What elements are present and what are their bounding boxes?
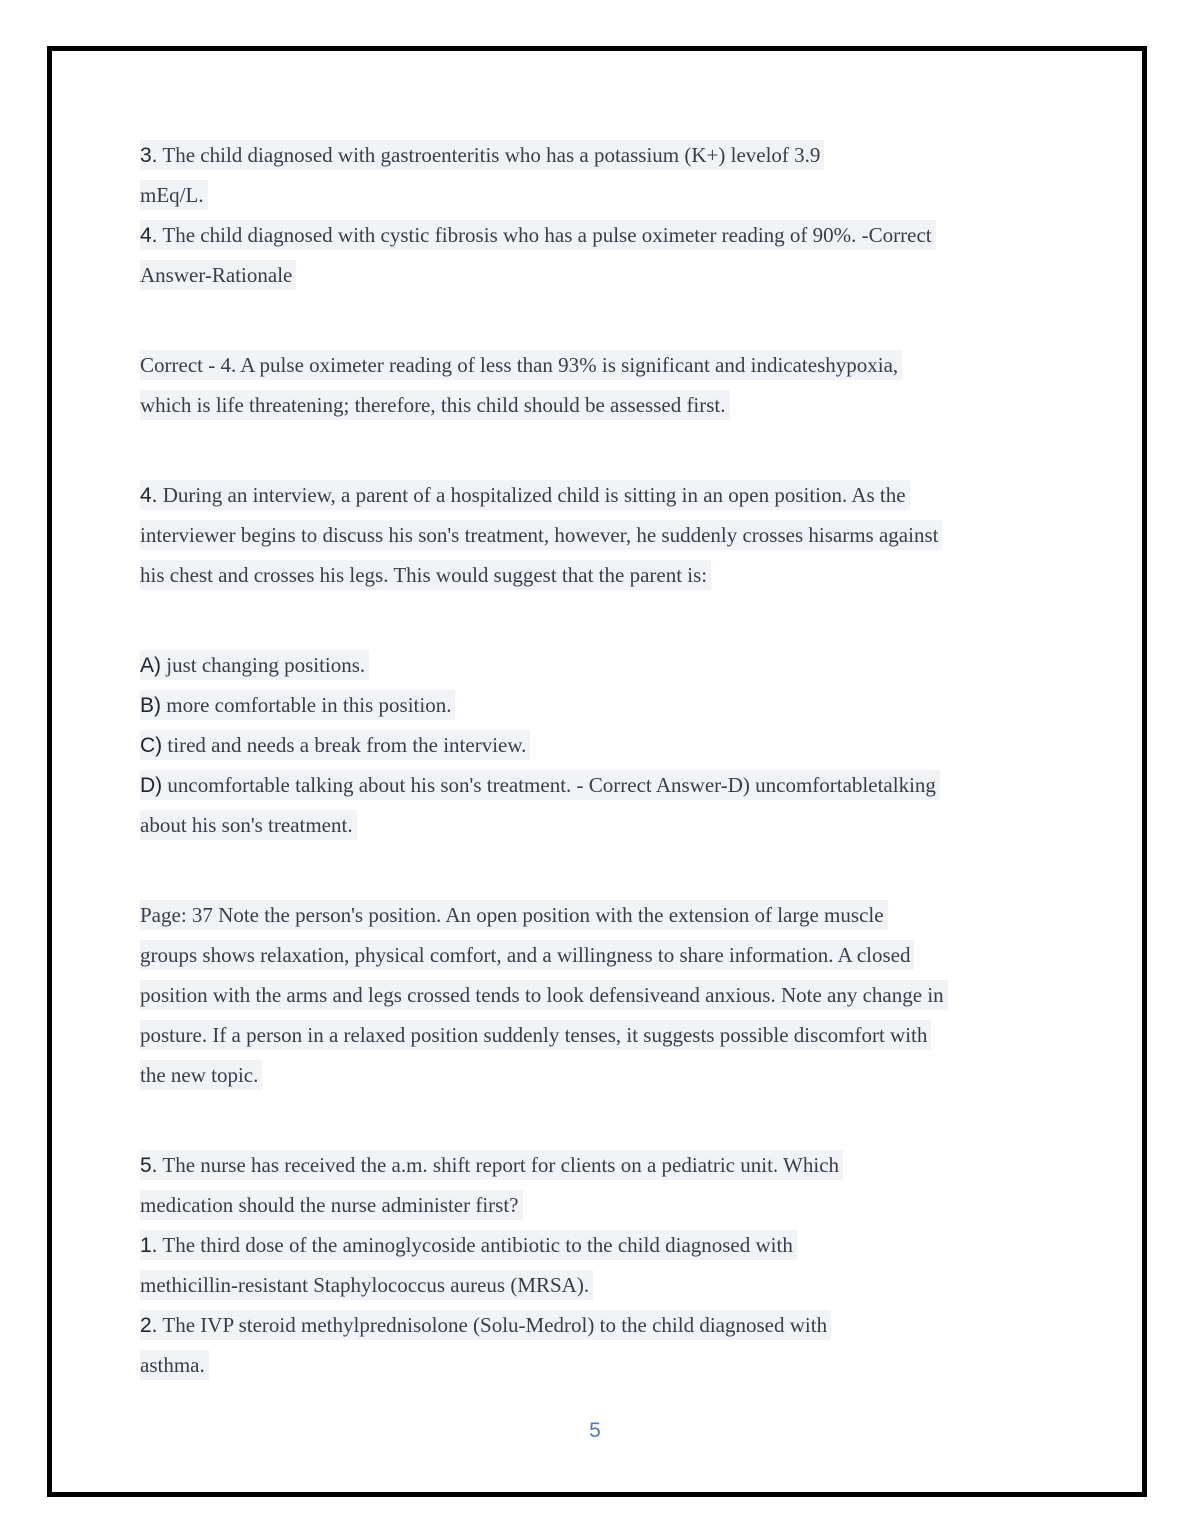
paragraph-gap xyxy=(140,595,1040,645)
option-d-text: uncomfortable talking about his son's treatment. - Correct Answer-D) uncomfortabletalking xyxy=(162,773,936,797)
rationale-2-text-4: posture. If a person in a relaxed position suddenly tenses, it suggests possible discomfort with xyxy=(140,1020,931,1050)
question-5-marker: 5. xyxy=(140,1154,158,1177)
question-5-choice-2-line-2 xyxy=(140,1345,1040,1385)
question-5-choice-1-marker: 1. xyxy=(140,1234,158,1257)
rationale-2-text-2: groups shows relaxation, physical comfort, and a willingness to share information. A closed xyxy=(140,940,914,970)
page-number: 5 xyxy=(589,1419,601,1442)
rationale-2-line-5 xyxy=(140,1055,1040,1095)
paragraph-gap xyxy=(140,295,1040,345)
option-c xyxy=(140,725,1040,765)
question-5-choice-1-continuation: methicillin-resistant Staphylococcus aureus (MRSA). xyxy=(140,1270,593,1300)
rationale-2-line-1 xyxy=(140,895,1040,935)
rationale-1-text-1: Correct - 4. A pulse oximeter reading of less than 93% is significant and indicateshypoxia, xyxy=(140,350,902,380)
option-d-continuation: about his son's treatment. xyxy=(140,810,357,840)
paragraph-gap xyxy=(140,425,1040,475)
question-5-line-1 xyxy=(140,1145,1040,1185)
rationale-2-text-3: position with the arms and legs crossed tends to look defensiveand anxious. Note any change in xyxy=(140,980,948,1010)
question-4-text-1: During an interview, a parent of a hospitalized child is sitting in an open position. As the xyxy=(157,483,906,507)
option-c-marker: C) xyxy=(140,734,163,757)
answer-choice-3-text: The child diagnosed with gastroenteritis who has a potassium (K+) levelof 3.9 xyxy=(157,143,821,167)
paragraph-gap xyxy=(140,1095,1040,1145)
answer-choice-4-line-1 xyxy=(140,215,1040,255)
question-5-line-2 xyxy=(140,1185,1040,1225)
option-a-marker: A) xyxy=(140,654,161,677)
answer-choice-4-text: The child diagnosed with cystic fibrosis who has a pulse oximeter reading of 90%. -Correct xyxy=(157,223,932,247)
question-5-choice-1-text: The third dose of the aminoglycoside antibiotic to the child diagnosed with xyxy=(157,1233,793,1257)
option-c-text: tired and needs a break from the interview. xyxy=(162,733,527,757)
question-4-line-2 xyxy=(140,515,1040,555)
question-5-choice-2-marker: 2. xyxy=(140,1314,158,1337)
question-4-line-1 xyxy=(140,475,1040,515)
question-5-text-2: medication should the nurse administer first? xyxy=(140,1190,523,1220)
rationale-2-line-2 xyxy=(140,935,1040,975)
question-4-marker: 4. xyxy=(140,484,158,507)
question-5-choice-1-line-1 xyxy=(140,1225,1040,1265)
question-5-choice-2-continuation: asthma. xyxy=(140,1350,209,1380)
question-5-choice-2-text: The IVP steroid methylprednisolone (Solu-Medrol) to the child diagnosed with xyxy=(157,1313,828,1337)
question-5-text-1: The nurse has received the a.m. shift report for clients on a pediatric unit. Which xyxy=(157,1153,840,1177)
option-d xyxy=(140,765,1040,805)
option-b xyxy=(140,685,1040,725)
option-a xyxy=(140,645,1040,685)
rationale-2-line-3 xyxy=(140,975,1040,1015)
rationale-1-line-2 xyxy=(140,385,1040,425)
answer-choice-3-line-1 xyxy=(140,135,1040,175)
option-b-marker: B) xyxy=(140,694,161,717)
answer-choice-3-marker: 3. xyxy=(140,144,158,167)
option-b-text: more comfortable in this position. xyxy=(161,693,452,717)
answer-choice-4-marker: 4. xyxy=(140,224,158,247)
answer-choice-3-continuation: mEq/L. xyxy=(140,180,208,210)
document-content xyxy=(140,135,1040,1385)
question-5-choice-2-line-1 xyxy=(140,1305,1040,1345)
rationale-2-text-5: the new topic. xyxy=(140,1060,262,1090)
rationale-1-text-2: which is life threatening; therefore, this child should be assessed first. xyxy=(140,390,730,420)
option-d-marker: D) xyxy=(140,774,163,797)
answer-choice-4-line-2 xyxy=(140,255,1040,295)
answer-choice-4-continuation: Answer-Rationale xyxy=(140,260,296,290)
question-5-choice-1-line-2 xyxy=(140,1265,1040,1305)
rationale-2-line-4 xyxy=(140,1015,1040,1055)
question-4-text-3: his chest and crosses his legs. This would suggest that the parent is: xyxy=(140,560,711,590)
answer-choice-3-line-2 xyxy=(140,175,1040,215)
option-d-line-2 xyxy=(140,805,1040,845)
rationale-1-line-1 xyxy=(140,345,1040,385)
option-a-text: just changing positions. xyxy=(161,653,366,677)
paragraph-gap xyxy=(140,845,1040,895)
rationale-2-text-1: Page: 37 Note the person's position. An open position with the extension of large muscle xyxy=(140,900,888,930)
question-4-line-3 xyxy=(140,555,1040,595)
question-4-text-2: interviewer begins to discuss his son's treatment, however, he suddenly crosses hisarms against xyxy=(140,520,942,550)
